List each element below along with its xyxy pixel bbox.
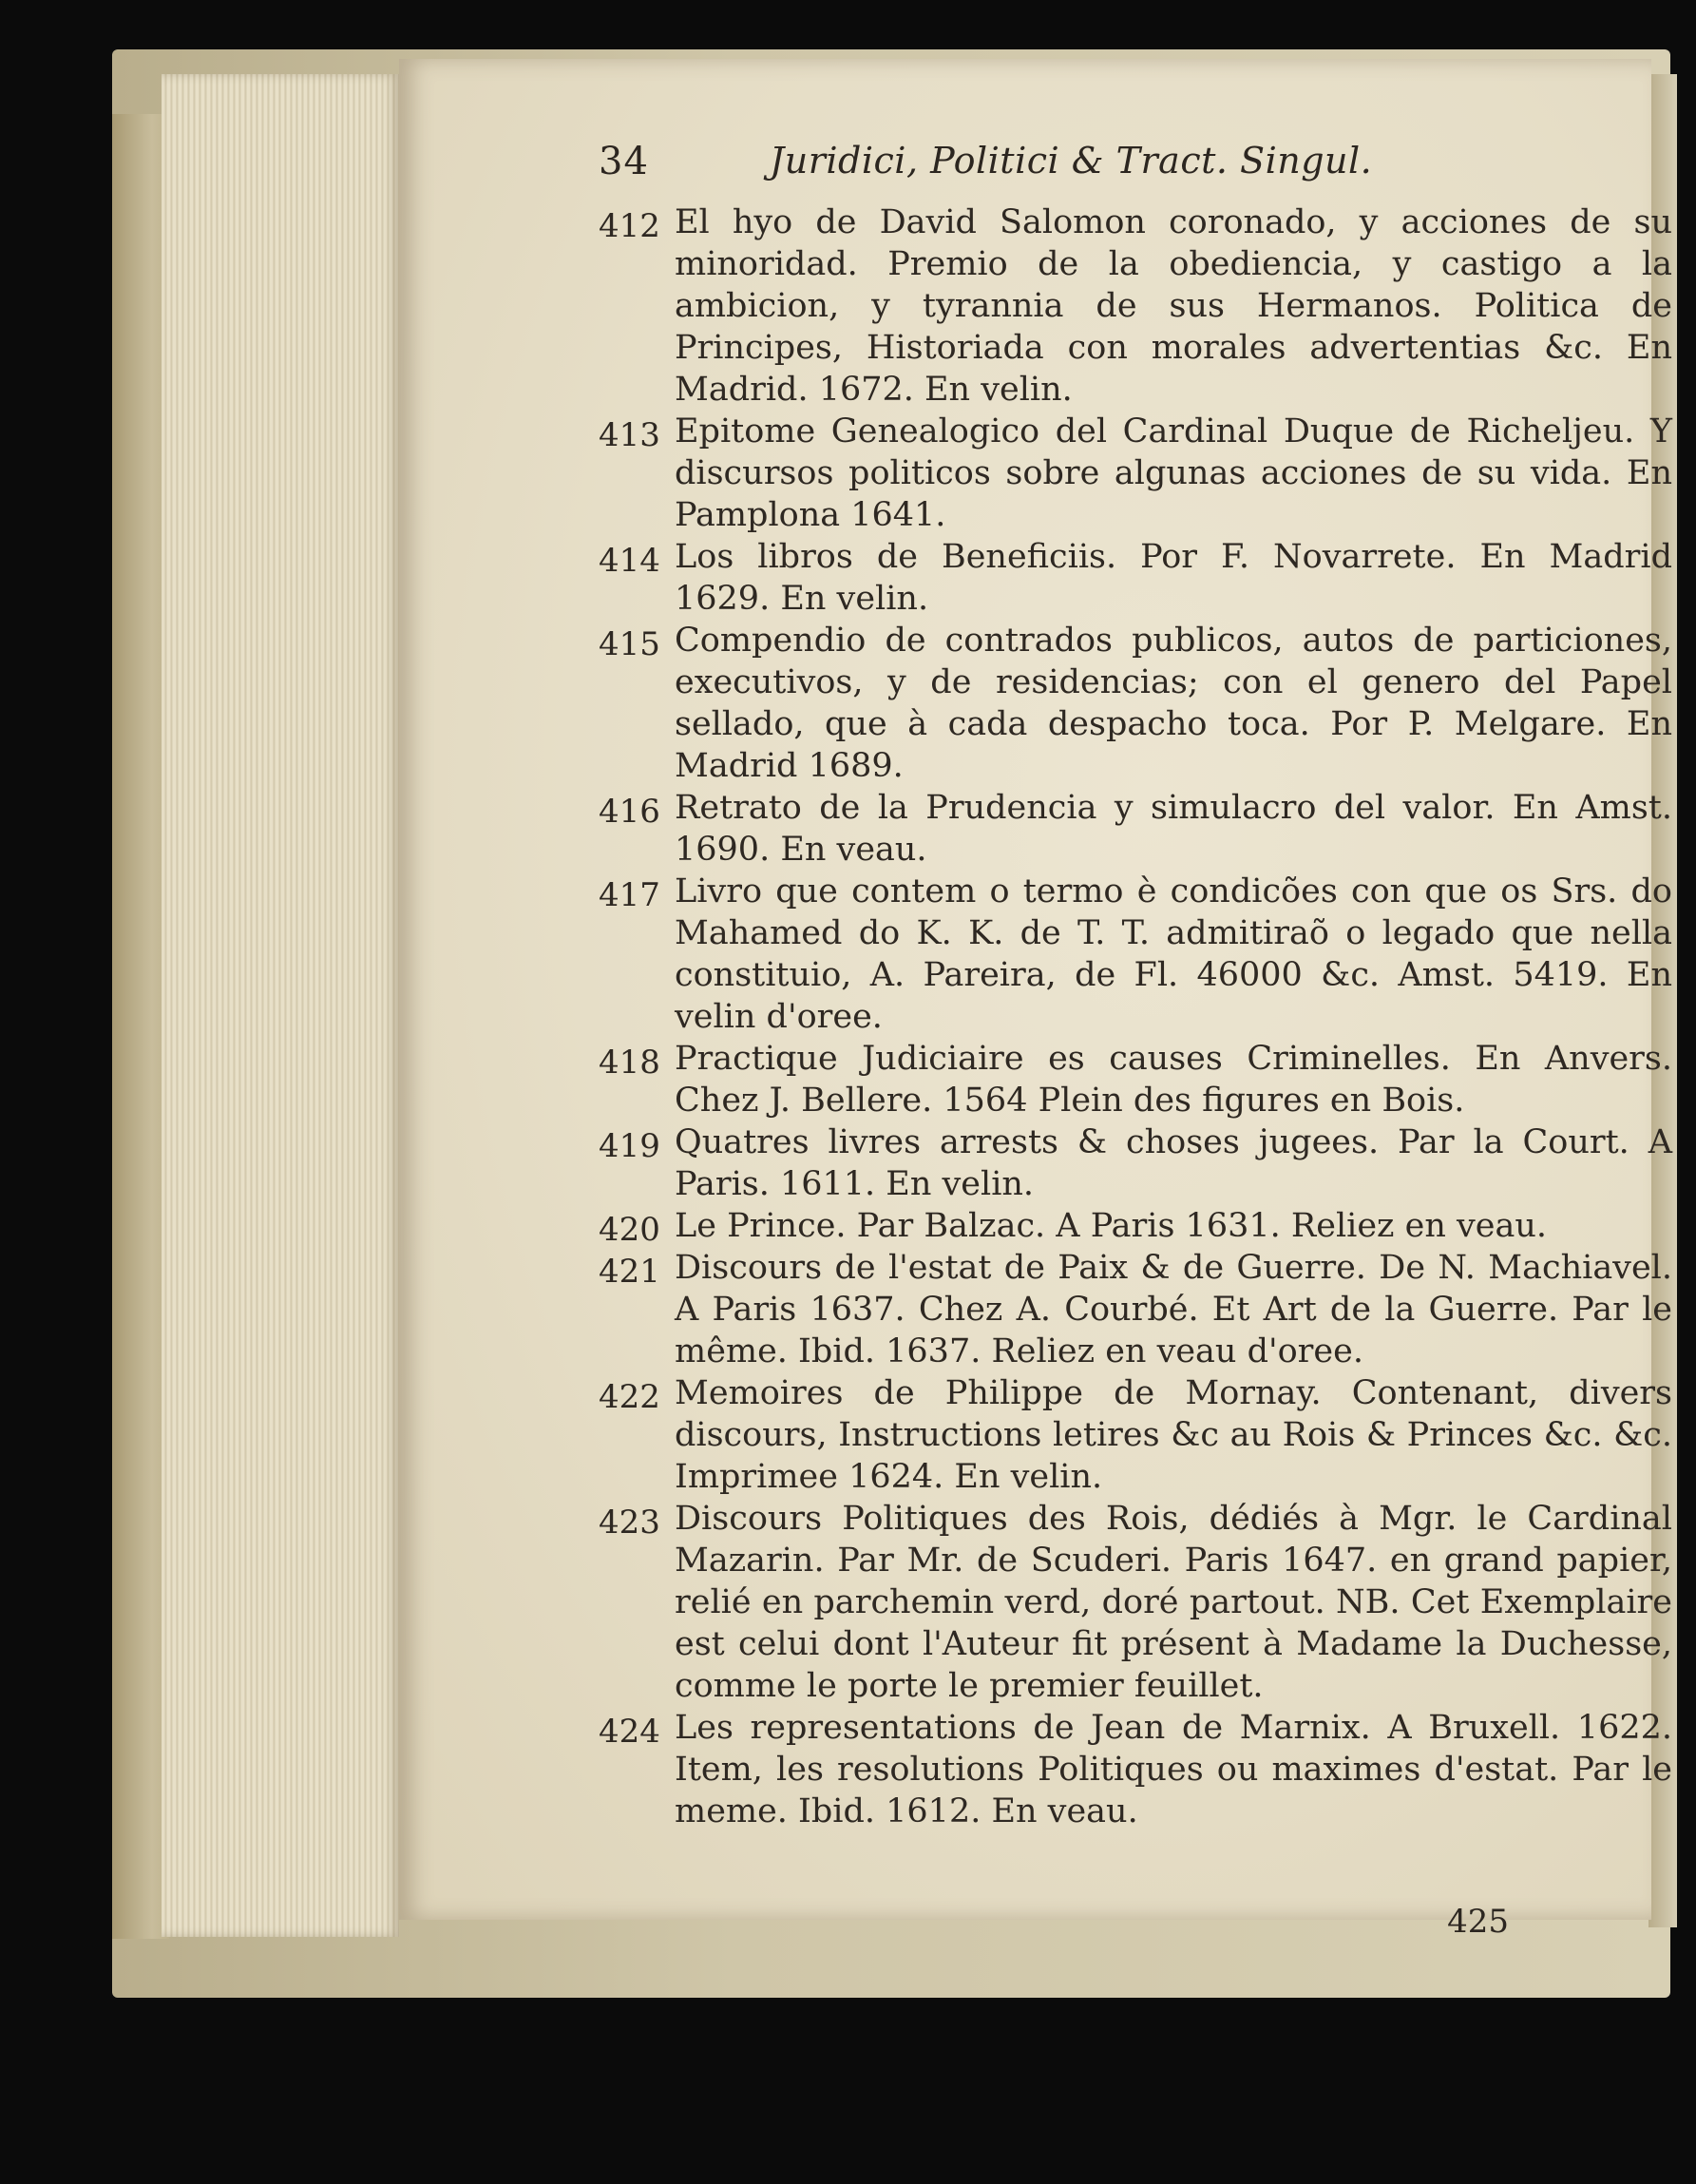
entry-text: Livro que contem o termo è condicões con que os Srs. do Mahamed do K. K. de T. T. admitiraõ o legado que nella constituio, A. Pareira, de Fl. 46000 &c. Amst. 5419. En velin d'oree. (675, 872, 1672, 1036)
entry-number: 413 (599, 416, 660, 454)
catalog-entry (599, 1498, 1672, 1707)
catchword: 425 (1447, 1903, 1509, 1941)
running-title: Juridici, Politici & Tract. Singul. (770, 140, 1373, 182)
entry-number: 420 (599, 1211, 660, 1249)
entry-number: 421 (599, 1253, 660, 1291)
entry-number: 415 (599, 625, 660, 663)
catalog-entry (599, 536, 1672, 620)
entry-text: Compendio de contrados publicos, autos de particiones, executivos, y de residencias; con el genero del Papel sellado, que à cada despacho toca. Por P. Melgare. En Madrid 1689. (675, 622, 1672, 785)
entry-text: Los libros de Beneficiis. Por F. Novarrete. En Madrid 1629. En velin. (675, 538, 1672, 618)
entry-number: 416 (599, 793, 660, 831)
catalog-entry (599, 1247, 1672, 1372)
entry-text: Memoires de Philippe de Mornay. Contenant, divers discours, Instructions letires &c au Rois & Princes &c. &c. Imprimee 1624. En velin. (675, 1374, 1672, 1496)
catalog-entry (599, 201, 1672, 411)
entry-text: Retrato de la Prudencia y simulacro del valor. En Amst. 1690. En veau. (675, 789, 1672, 869)
entry-number: 412 (599, 207, 660, 245)
book-page (399, 59, 1672, 1941)
catalog-entry (599, 1121, 1672, 1205)
entry-text: El hyo de David Salomon coronado, y acciones de su minoridad. Premio de la obediencia, y castigo a la ambicion, y tyrannia de sus Hermanos. Politica de Principes, Historiada con morales advertentias &c. En Madrid. 1672. En velin. (675, 203, 1672, 409)
entry-number: 414 (599, 542, 660, 580)
entry-text: Practique Judiciaire es causes Criminelles. En Anvers. Chez J. Bellere. 1564 Plein des figures en Bois. (675, 1040, 1672, 1120)
catalog-entry (599, 787, 1672, 871)
entry-number: 424 (599, 1713, 660, 1751)
entry-text: Discours Politiques des Rois, dédiés à Mgr. le Cardinal Mazarin. Par Mr. de Scuderi. Paris 1647. en grand papier, relié en parchemin verd, doré partout. NB. Cet Exemplaire est celui dont l'Auteur fit présent à Madame la Duchesse, comme le porte le premier feuillet. (675, 1500, 1672, 1705)
page-number: 34 (599, 140, 649, 183)
entry-text: Discours de l'estat de Paix & de Guerre. De N. Machiavel. A Paris 1637. Chez A. Courbé. Et Art de la Guerre. Par le même. Ibid. 1637. Reliez en veau d'oree. (675, 1249, 1672, 1370)
entry-text: Quatres livres arrests & choses jugees. Par la Court. A Paris. 1611. En velin. (675, 1123, 1672, 1203)
catalog-entry (599, 620, 1672, 787)
book-spine (112, 114, 169, 1939)
page-edges (162, 74, 399, 1937)
entry-number: 423 (599, 1504, 660, 1542)
catalog-entry (599, 1707, 1672, 1832)
entry-number: 418 (599, 1044, 660, 1082)
entry-number: 422 (599, 1378, 660, 1416)
catalog-entries (599, 201, 1672, 1832)
entry-text: Les representations de Jean de Marnix. A Bruxell. 1622. Item, les resolutions Politiques ou maximes d'estat. Par le meme. Ibid. 1612. En veau. (675, 1709, 1672, 1830)
entry-text: Le Prince. Par Balzac. A Paris 1631. Reliez en veau. (675, 1207, 1548, 1245)
catalog-entry (599, 1038, 1672, 1121)
catalog-entry (599, 1372, 1672, 1498)
entry-text: Epitome Genealogico del Cardinal Duque de Richeljeu. Y discursos politicos sobre algunas acciones de su vida. En Pamplona 1641. (675, 412, 1672, 534)
catalog-entry (599, 871, 1672, 1038)
catalog-entry (599, 1205, 1672, 1247)
catalog-entry (599, 411, 1672, 536)
entry-number: 417 (599, 876, 660, 914)
entry-number: 419 (599, 1127, 660, 1165)
